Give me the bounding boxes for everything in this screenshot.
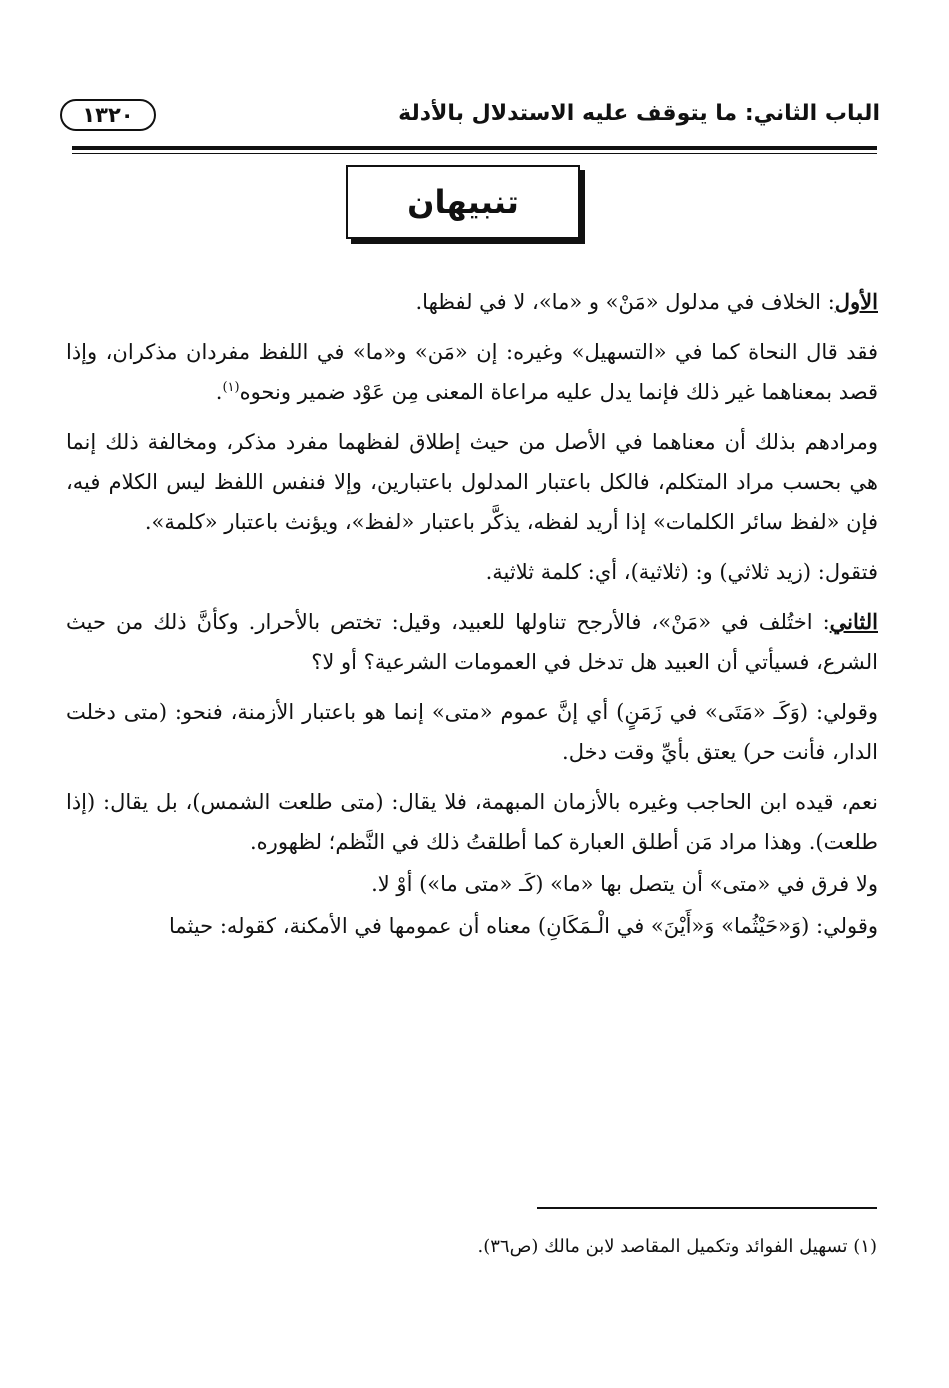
page-number: ١٣٢٠ xyxy=(60,99,156,131)
paragraph-text: : اختُلف في «مَنْ»، فالأرجح تناولها للعبيد، وقيل: تختص بالأحرار. وكأنَّ ذلك من حيث الشرع، فسيأتي أن العبيد هل تدخل في العمومات الشرعية؟ أو لا؟ xyxy=(66,610,878,674)
paragraph-second-note xyxy=(66,602,878,682)
lead-word-first: الأول xyxy=(834,289,878,314)
section-title-box xyxy=(346,165,580,239)
paragraph-text: وقولي: (وَكَـ «مَتَى» في زَمَنٍ) أي إنَّ عموم «متى» إنما هو باعتبار الأزمنة، فنحو: (متى دخلت الدار، فأنت حر) يعتق بأيِّ وقت دخل. xyxy=(66,700,878,764)
section-title: تنبيهان xyxy=(407,183,519,221)
paragraph-text: فتقول: (زيد ثلاثي) و: (ثلاثية)، أي: كلمة ثلاثية. xyxy=(485,560,878,584)
body-text xyxy=(66,282,878,956)
chapter-title: الباب الثاني: ما يتوقف عليه الاستدلال بالأدلة xyxy=(398,101,880,126)
paragraph-text: : الخلاف في مدلول «مَنْ» و «ما»، لا في لفظها. xyxy=(415,290,835,314)
page-header xyxy=(60,95,880,141)
paragraph-text: فقد قال النحاة كما في «التسهيل» وغيره: إن «مَن» و«ما» في اللفظ مفردان مذكران، وإذا قصد بمعناهما غير ذلك فإنما يدل عليه مراعاة المعنى مِن عَوْد ضمير ونحوه xyxy=(66,340,878,404)
paragraph xyxy=(66,422,878,542)
paragraph xyxy=(66,864,878,904)
footnote-separator xyxy=(537,1207,877,1209)
paragraph-text: ومرادهم بذلك أن معناهما في الأصل من حيث إطلاق لفظهما مفرد مذكر، ومخالفة ذلك إنما هي بحسب مراد المتكلم، فالكل باعتبار المدلول باعتبارين، وإلا فنفس اللفظ ليس الكلام فيه، فإن «لفظ سائر الكلمات» إذا أريد لفظه، يذكَّر باعتبار «لفظ»، ويؤنث باعتبار «كلمة». xyxy=(66,430,878,534)
paragraph-text: نعم، قيده ابن الحاجب وغيره بالأزمان المبهمة، فلا يقال: (متى طلعت الشمس)، بل يقال: (إذا طلعت). وهذا مراد مَن أطلق العبارة كما أطلقتُ ذلك في النَّظم؛ لظهوره. xyxy=(66,790,878,854)
paragraph xyxy=(66,692,878,772)
paragraph-text: وقولي: (وَ«حَيْثُما» وَ«أَيْنَ» في الْـمَكَانِ) معناه أن عمومها في الأمكنة، كقوله: حيثما xyxy=(168,914,878,938)
header-rule-thick xyxy=(72,146,877,150)
header-rule-thin xyxy=(72,153,877,154)
paragraph xyxy=(66,906,878,946)
lead-word-second: الثاني xyxy=(829,609,878,634)
paragraph-first-note xyxy=(66,282,878,322)
footnote-ref: (١) xyxy=(222,380,240,395)
footnote: (١) تسهيل الفوائد وتكميل المقاصد لابن مالك (ص٣٦). xyxy=(477,1236,877,1257)
paragraph-text: ولا فرق في «متى» أن يتصل بها «ما» (كَـ «متى ما») أوْ لا. xyxy=(371,872,878,896)
paragraph xyxy=(66,782,878,862)
paragraph xyxy=(66,552,878,592)
paragraph-end: . xyxy=(215,380,223,404)
paragraph xyxy=(66,332,878,412)
